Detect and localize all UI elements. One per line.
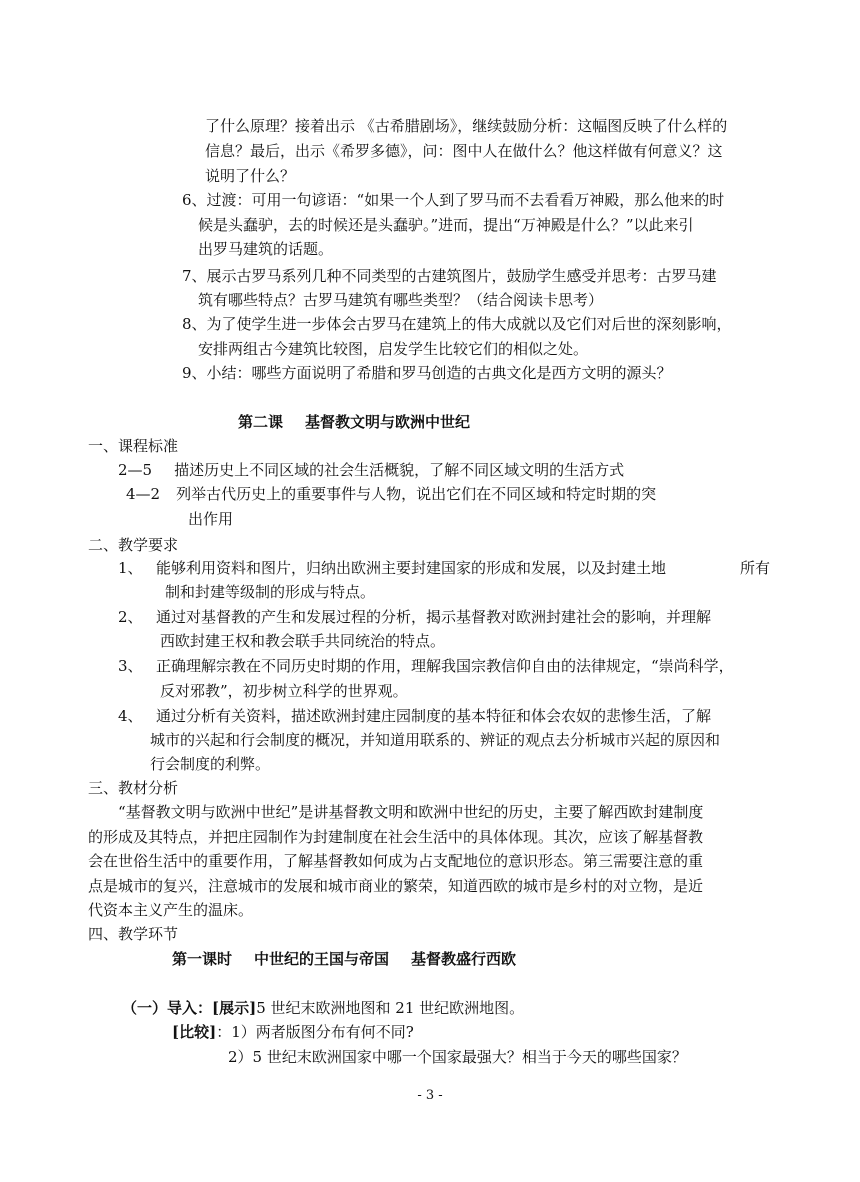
intro-text: 5 世纪末欧洲地图和 21 世纪欧洲地图。 — [256, 999, 525, 1017]
analysis-line: 点是城市的复兴，注意城市的发展和城市商业的繁荣，知道西欧的城市是乡村的对立物，是近 — [88, 877, 704, 895]
step-number: 7、 — [182, 267, 207, 285]
step-line — [182, 363, 672, 383]
section-heading: 三、教材分析 — [88, 779, 179, 797]
paragraph-line: 信息？最后，出示《希罗多德》，问：图中人在做什么？他这样做有何意义？这 — [205, 142, 723, 160]
analysis-line: 代资本主义产生的温床。 — [88, 901, 254, 919]
requirement-line: 反对邪教”，初步树立科学的世界观。 — [160, 682, 408, 700]
requirement-number: 3、 — [118, 657, 143, 675]
lesson-title — [238, 412, 470, 432]
step-text: 小结：哪些方面说明了希腊和罗马创造的古典文化是西方文明的源头？ — [206, 364, 672, 382]
intro-line — [122, 998, 524, 1018]
standard-line — [118, 460, 624, 480]
requirement-line: 通过对基督教的产生和发展过程的分析，揭示基督教对欧洲封建社会的影响，并理解 — [156, 608, 712, 626]
standard-text: 描述历史上不同区域的社会生活概貌，了解不同区域文明的生活方式 — [174, 461, 625, 479]
period-number: 第一课时 — [172, 950, 233, 968]
step-text: 展示古罗马系列几种不同类型的古建筑图片，鼓励学生感受并思考：古罗马建 — [206, 267, 717, 285]
paragraph-line: 了什么原理？接着出示 《古希腊剧场》，继续鼓励分析：这幅图反映了什么样的 — [205, 117, 728, 135]
standard-text: 列举古代历史上的重要事件与人物，说出它们在不同区域和特定时期的突 — [176, 485, 657, 503]
compare-text: ：1）两者版图分布有何不同? — [216, 1023, 414, 1041]
analysis-line: 会在世俗生活中的重要作用，了解基督教如何成为占支配地位的意识形态。第三需要注意的重 — [88, 852, 704, 870]
step-line: 筑有哪些特点？古罗马建筑有哪些类型？（结合阅读卡思考） — [198, 291, 604, 309]
standard-line — [126, 484, 656, 504]
step-number: 8、 — [182, 315, 207, 333]
intro-tag: [展示] — [212, 999, 257, 1017]
requirement-line: 行会制度的利弊。 — [150, 755, 271, 773]
lesson-number: 第二课 — [238, 413, 284, 431]
lesson-name: 基督教文明与欧洲中世纪 — [305, 413, 471, 431]
requirement-number: 1、 — [118, 559, 143, 577]
requirement-number: 2、 — [118, 608, 143, 626]
section-heading: 四、教学环节 — [88, 925, 179, 943]
compare-tag: [比较] — [172, 1023, 217, 1041]
step-text: 过渡：可用一句谚语：“如果一个人到了罗马而不去看看万神殿，那么他来的时 — [206, 191, 725, 209]
step-number: 9、 — [182, 364, 207, 382]
requirement-number: 4、 — [118, 707, 143, 725]
page-number: - 3 - — [417, 1088, 443, 1103]
step-line — [182, 190, 724, 210]
step-line — [182, 314, 732, 334]
step-number: 6、 — [182, 191, 207, 209]
requirement-line: 正确理解宗教在不同历史时期的作用，理解我国宗教信仰自由的法律规定，“崇尚科学， — [156, 657, 734, 675]
requirement-line: 西欧封建王权和教会联手共同统治的特点。 — [160, 632, 446, 650]
step-line: 出罗马建筑的话题。 — [198, 240, 334, 258]
section-heading: 二、教学要求 — [88, 536, 179, 554]
paragraph-line: 说明了什么？ — [205, 167, 296, 185]
section-heading: 一、课程标准 — [88, 437, 179, 455]
compare-line — [172, 1022, 414, 1042]
requirement-line: 所有 — [740, 559, 771, 577]
step-line — [182, 266, 717, 286]
step-line: 安排两组古今建筑比较图，启发学生比较它们的相似之处。 — [198, 340, 589, 358]
period-name-1: 中世纪的王国与帝国 — [254, 950, 390, 968]
step-line: 候是头蠢驴，去的时候还是头蠢驴。”进而，提出“万神殿是什么？”以此来引 — [198, 216, 694, 234]
requirement-line: 通过分析有关资料，描述欧洲封建庄园制度的基本特征和体会农奴的悲惨生活，了解 — [156, 707, 712, 725]
standard-code: 4—2 — [126, 485, 161, 503]
requirement-line: 制和封建等级制的形成与特点。 — [165, 583, 376, 601]
analysis-line: 的形成及其特点，并把庄园制作为封建制度在社会生活中的具体体现。其次，应该了解基督教 — [88, 828, 704, 846]
requirement-line: 能够利用资料和图片，归纳出欧洲主要封建国家的形成和发展，以及封建土地 — [156, 559, 667, 577]
analysis-line: “基督教文明与欧洲中世纪”是讲基督教文明和欧洲中世纪的历史，主要了解西欧封建制度 — [118, 803, 704, 821]
standard-code: 2—5 — [118, 461, 153, 479]
period-name-2: 基督教盛行西欧 — [411, 950, 517, 968]
question-line: 2）5 世纪末欧洲国家中哪一个国家最强大？相当于今天的哪些国家？ — [228, 1048, 687, 1066]
standard-line: 出作用 — [188, 510, 234, 528]
step-text: 为了使学生进一步体会古罗马在建筑上的伟大成就以及它们对后世的深刻影响， — [206, 315, 732, 333]
period-title — [172, 949, 516, 969]
intro-label: （一）导入： — [122, 999, 213, 1017]
requirement-line: 城市的兴起和行会制度的概况，并知道用联系的、辨证的观点去分析城市兴起的原因和 — [150, 731, 721, 749]
